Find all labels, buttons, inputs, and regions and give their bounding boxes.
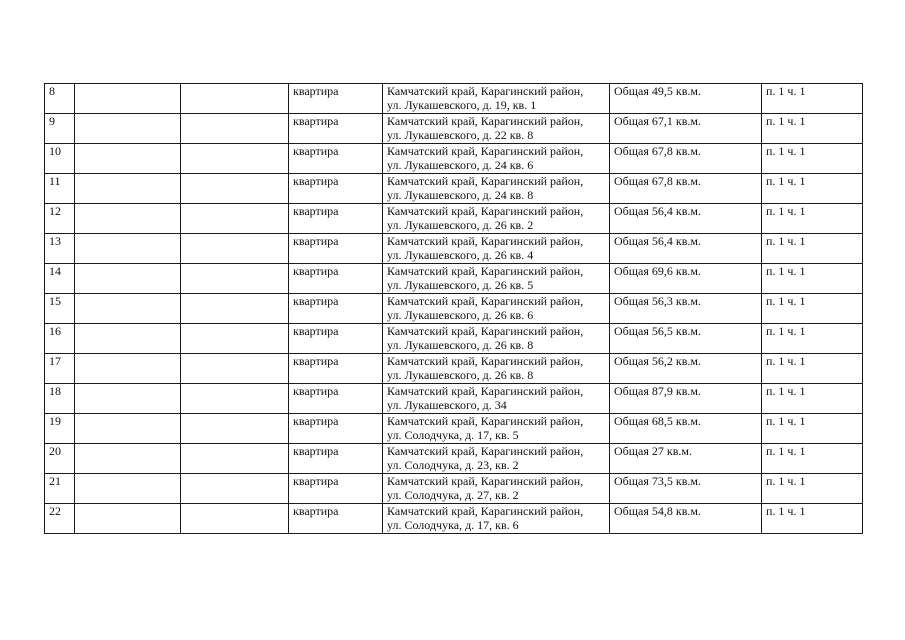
row-number-cell: 20: [45, 444, 75, 474]
address-cell: [383, 144, 610, 174]
address-line-1: Камчатский край, Карагинский район,: [387, 294, 584, 308]
object-type-cell: квартира: [289, 114, 383, 144]
address-cell: [383, 324, 610, 354]
address-line-2: ул. Лукашевского, д. 19, кв. 1: [387, 98, 537, 112]
address-line-1: Камчатский край, Карагинский район,: [387, 444, 584, 458]
row-number-cell: 21: [45, 474, 75, 504]
empty-cell-2: [75, 234, 181, 264]
area-cell: Общая 87,9 кв.м.: [610, 384, 762, 414]
area-cell: Общая 54,8 кв.м.: [610, 504, 762, 534]
table-row: [45, 324, 863, 354]
area-cell: Общая 56,2 кв.м.: [610, 354, 762, 384]
address-line-2: ул. Лукашевского, д. 24 кв. 6: [387, 158, 534, 172]
empty-cell-2: [75, 84, 181, 114]
object-type-cell: квартира: [289, 84, 383, 114]
address-line-1: Камчатский край, Карагинский район,: [387, 114, 584, 128]
row-number-cell: 22: [45, 504, 75, 534]
empty-cell-3: [181, 144, 289, 174]
area-cell: Общая 68,5 кв.м.: [610, 414, 762, 444]
object-type-cell: квартира: [289, 354, 383, 384]
address-cell: [383, 474, 610, 504]
area-cell: Общая 56,3 кв.м.: [610, 294, 762, 324]
address-cell: [383, 384, 610, 414]
basis-cell: п. 1 ч. 1: [762, 444, 863, 474]
object-type-cell: квартира: [289, 414, 383, 444]
address-cell: [383, 294, 610, 324]
address-cell: [383, 504, 610, 534]
address-cell: [383, 444, 610, 474]
property-table: [44, 83, 863, 534]
object-type-cell: квартира: [289, 264, 383, 294]
area-cell: Общая 67,8 кв.м.: [610, 174, 762, 204]
empty-cell-3: [181, 324, 289, 354]
area-cell: Общая 27 кв.м.: [610, 444, 762, 474]
table-row: [45, 354, 863, 384]
area-cell: Общая 56,4 кв.м.: [610, 204, 762, 234]
row-number-cell: 8: [45, 84, 75, 114]
empty-cell-3: [181, 384, 289, 414]
object-type-cell: квартира: [289, 294, 383, 324]
empty-cell-2: [75, 114, 181, 144]
address-line-1: Камчатский край, Карагинский район,: [387, 384, 584, 398]
basis-cell: п. 1 ч. 1: [762, 174, 863, 204]
empty-cell-3: [181, 354, 289, 384]
area-cell: Общая 69,6 кв.м.: [610, 264, 762, 294]
row-number-cell: 11: [45, 174, 75, 204]
basis-cell: п. 1 ч. 1: [762, 264, 863, 294]
row-number-cell: 14: [45, 264, 75, 294]
address-line-2: ул. Лукашевского, д. 26 кв. 8: [387, 338, 534, 352]
empty-cell-3: [181, 174, 289, 204]
address-line-2: ул. Лукашевского, д. 26 кв. 2: [387, 218, 534, 232]
basis-cell: п. 1 ч. 1: [762, 294, 863, 324]
row-number-cell: 12: [45, 204, 75, 234]
object-type-cell: квартира: [289, 144, 383, 174]
area-cell: Общая 73,5 кв.м.: [610, 474, 762, 504]
object-type-cell: квартира: [289, 234, 383, 264]
basis-cell: п. 1 ч. 1: [762, 204, 863, 234]
address-cell: [383, 114, 610, 144]
table-row: [45, 474, 863, 504]
area-cell: Общая 56,5 кв.м.: [610, 324, 762, 354]
table-row: [45, 114, 863, 144]
empty-cell-3: [181, 444, 289, 474]
table-row: [45, 84, 863, 114]
object-type-cell: квартира: [289, 174, 383, 204]
basis-cell: п. 1 ч. 1: [762, 474, 863, 504]
address-line-2: ул. Лукашевского, д. 24 кв. 8: [387, 188, 534, 202]
table-row: [45, 444, 863, 474]
empty-cell-2: [75, 144, 181, 174]
empty-cell-3: [181, 114, 289, 144]
basis-cell: п. 1 ч. 1: [762, 354, 863, 384]
address-cell: [383, 174, 610, 204]
empty-cell-2: [75, 294, 181, 324]
empty-cell-2: [75, 174, 181, 204]
address-line-2: ул. Лукашевского, д. 26 кв. 8: [387, 368, 534, 382]
address-line-1: Камчатский край, Карагинский район,: [387, 354, 584, 368]
address-cell: [383, 84, 610, 114]
address-line-2: ул. Лукашевского, д. 26 кв. 6: [387, 308, 534, 322]
address-cell: [383, 354, 610, 384]
empty-cell-3: [181, 264, 289, 294]
address-line-1: Камчатский край, Карагинский район,: [387, 474, 584, 488]
address-line-1: Камчатский край, Карагинский район,: [387, 234, 584, 248]
address-line-2: ул. Лукашевского, д. 34: [387, 398, 507, 412]
empty-cell-3: [181, 474, 289, 504]
object-type-cell: квартира: [289, 504, 383, 534]
basis-cell: п. 1 ч. 1: [762, 84, 863, 114]
area-cell: Общая 67,8 кв.м.: [610, 144, 762, 174]
table-row: [45, 504, 863, 534]
row-number-cell: 13: [45, 234, 75, 264]
basis-cell: п. 1 ч. 1: [762, 324, 863, 354]
table-row: [45, 294, 863, 324]
object-type-cell: квартира: [289, 204, 383, 234]
basis-cell: п. 1 ч. 1: [762, 504, 863, 534]
empty-cell-2: [75, 204, 181, 234]
table-row: [45, 174, 863, 204]
object-type-cell: квартира: [289, 324, 383, 354]
address-line-1: Камчатский край, Карагинский район,: [387, 204, 584, 218]
address-cell: [383, 414, 610, 444]
basis-cell: п. 1 ч. 1: [762, 234, 863, 264]
table-row: [45, 414, 863, 444]
area-cell: Общая 67,1 кв.м.: [610, 114, 762, 144]
empty-cell-3: [181, 414, 289, 444]
address-line-2: ул. Солодчука, д. 23, кв. 2: [387, 458, 519, 472]
row-number-cell: 17: [45, 354, 75, 384]
empty-cell-2: [75, 264, 181, 294]
area-cell: Общая 49,5 кв.м.: [610, 84, 762, 114]
address-line-1: Камчатский край, Карагинский район,: [387, 144, 584, 158]
address-cell: [383, 264, 610, 294]
address-line-2: ул. Лукашевского, д. 26 кв. 4: [387, 248, 534, 262]
empty-cell-2: [75, 354, 181, 384]
object-type-cell: квартира: [289, 444, 383, 474]
address-line-2: ул. Солодчука, д. 17, кв. 5: [387, 428, 519, 442]
address-line-2: ул. Лукашевского, д. 26 кв. 5: [387, 278, 534, 292]
address-line-2: ул. Солодчука, д. 17, кв. 6: [387, 518, 519, 532]
row-number-cell: 16: [45, 324, 75, 354]
table-row: [45, 384, 863, 414]
basis-cell: п. 1 ч. 1: [762, 384, 863, 414]
address-line-1: Камчатский край, Карагинский район,: [387, 504, 584, 518]
table-body: [45, 84, 863, 534]
empty-cell-2: [75, 324, 181, 354]
address-line-2: ул. Солодчука, д. 27, кв. 2: [387, 488, 519, 502]
empty-cell-3: [181, 294, 289, 324]
address-line-1: Камчатский край, Карагинский район,: [387, 264, 584, 278]
row-number-cell: 15: [45, 294, 75, 324]
empty-cell-3: [181, 234, 289, 264]
address-line-1: Камчатский край, Карагинский район,: [387, 174, 584, 188]
row-number-cell: 10: [45, 144, 75, 174]
empty-cell-2: [75, 414, 181, 444]
row-number-cell: 19: [45, 414, 75, 444]
empty-cell-2: [75, 444, 181, 474]
address-cell: [383, 204, 610, 234]
address-line-1: Камчатский край, Карагинский район,: [387, 324, 584, 338]
table-row: [45, 204, 863, 234]
row-number-cell: 18: [45, 384, 75, 414]
object-type-cell: квартира: [289, 474, 383, 504]
address-line-2: ул. Лукашевского, д. 22 кв. 8: [387, 128, 534, 142]
table-row: [45, 144, 863, 174]
table-row: [45, 234, 863, 264]
address-line-1: Камчатский край, Карагинский район,: [387, 414, 584, 428]
address-cell: [383, 234, 610, 264]
empty-cell-2: [75, 474, 181, 504]
basis-cell: п. 1 ч. 1: [762, 414, 863, 444]
empty-cell-3: [181, 84, 289, 114]
area-cell: Общая 56,4 кв.м.: [610, 234, 762, 264]
empty-cell-2: [75, 384, 181, 414]
empty-cell-3: [181, 504, 289, 534]
table-row: [45, 264, 863, 294]
empty-cell-3: [181, 204, 289, 234]
basis-cell: п. 1 ч. 1: [762, 144, 863, 174]
basis-cell: п. 1 ч. 1: [762, 114, 863, 144]
row-number-cell: 9: [45, 114, 75, 144]
address-line-1: Камчатский край, Карагинский район,: [387, 84, 584, 98]
empty-cell-2: [75, 504, 181, 534]
object-type-cell: квартира: [289, 384, 383, 414]
